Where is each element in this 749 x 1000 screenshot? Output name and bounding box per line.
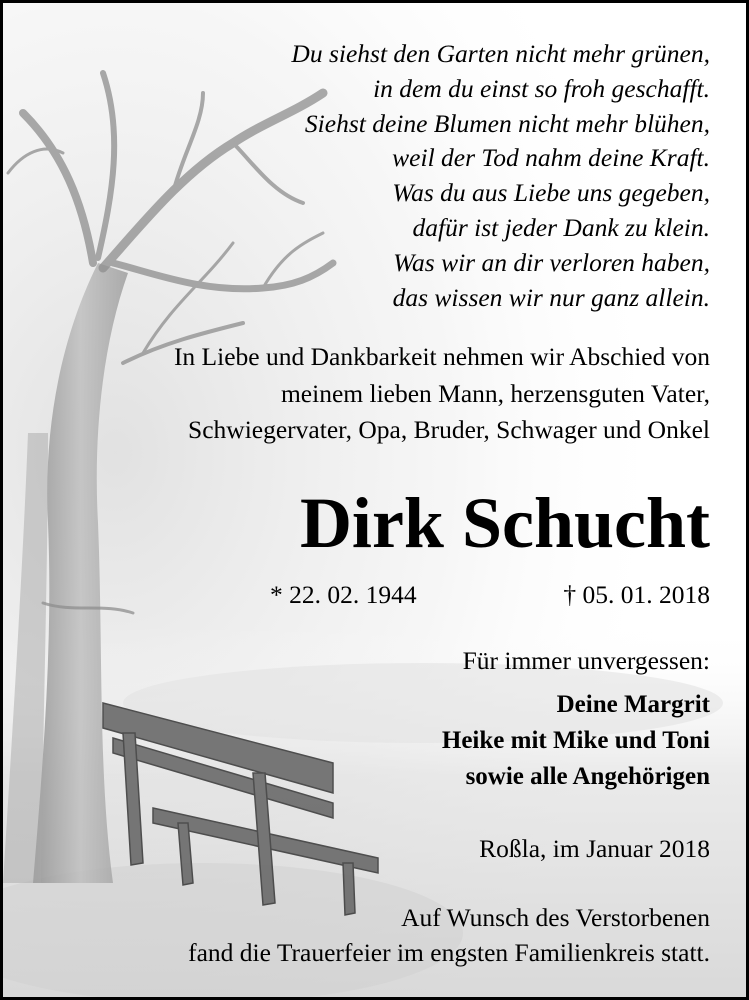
place-and-date: Roßla, im Januar 2018	[479, 834, 710, 863]
memory-line: Für immer unvergessen:	[462, 646, 710, 675]
note-line: Auf Wunsch des Verstorbenen	[401, 903, 710, 932]
mourner-line: sowie alle Angehörigen	[465, 763, 710, 790]
farewell-intro	[174, 339, 710, 449]
poem-line: Du siehst den Garten nicht mehr grünen,	[291, 39, 710, 68]
poem-line: Was wir an dir verloren haben,	[393, 247, 710, 277]
poem-line: weil der Tod nahm deine Kraft.	[392, 143, 710, 173]
mourner-line: Heike mit Mike und Toni	[441, 727, 710, 754]
mourner-line: Deine Margrit	[556, 691, 710, 718]
note-line: fand die Trauerfeier im engsten Familienkreis statt.	[188, 937, 710, 967]
death-date: † 05. 01. 2018	[563, 580, 710, 609]
deceased-name: Dirk Schucht	[299, 483, 710, 563]
poem-line: Was du aus Liebe uns gegeben,	[392, 178, 710, 208]
birth-date: * 22. 02. 1944	[270, 580, 417, 609]
poem	[291, 37, 710, 315]
intro-line: Schwiegervater, Opa, Bruder, Schwager und Onkel	[188, 415, 710, 444]
poem-line: in dem du einst so froh geschafft.	[373, 73, 710, 103]
poem-line: das wissen wir nur ganz allein.	[392, 282, 710, 312]
mourners	[442, 687, 710, 795]
poem-line: dafür ist jeder Dank zu klein.	[412, 212, 710, 242]
funeral-note	[188, 901, 710, 970]
intro-line: meinem lieben Mann, herzensguten Vater,	[280, 378, 710, 408]
poem-line: Siehst deine Blumen nicht mehr blühen,	[304, 108, 710, 138]
intro-line: In Liebe und Dankbarkeit nehmen wir Abschied von	[173, 342, 710, 371]
